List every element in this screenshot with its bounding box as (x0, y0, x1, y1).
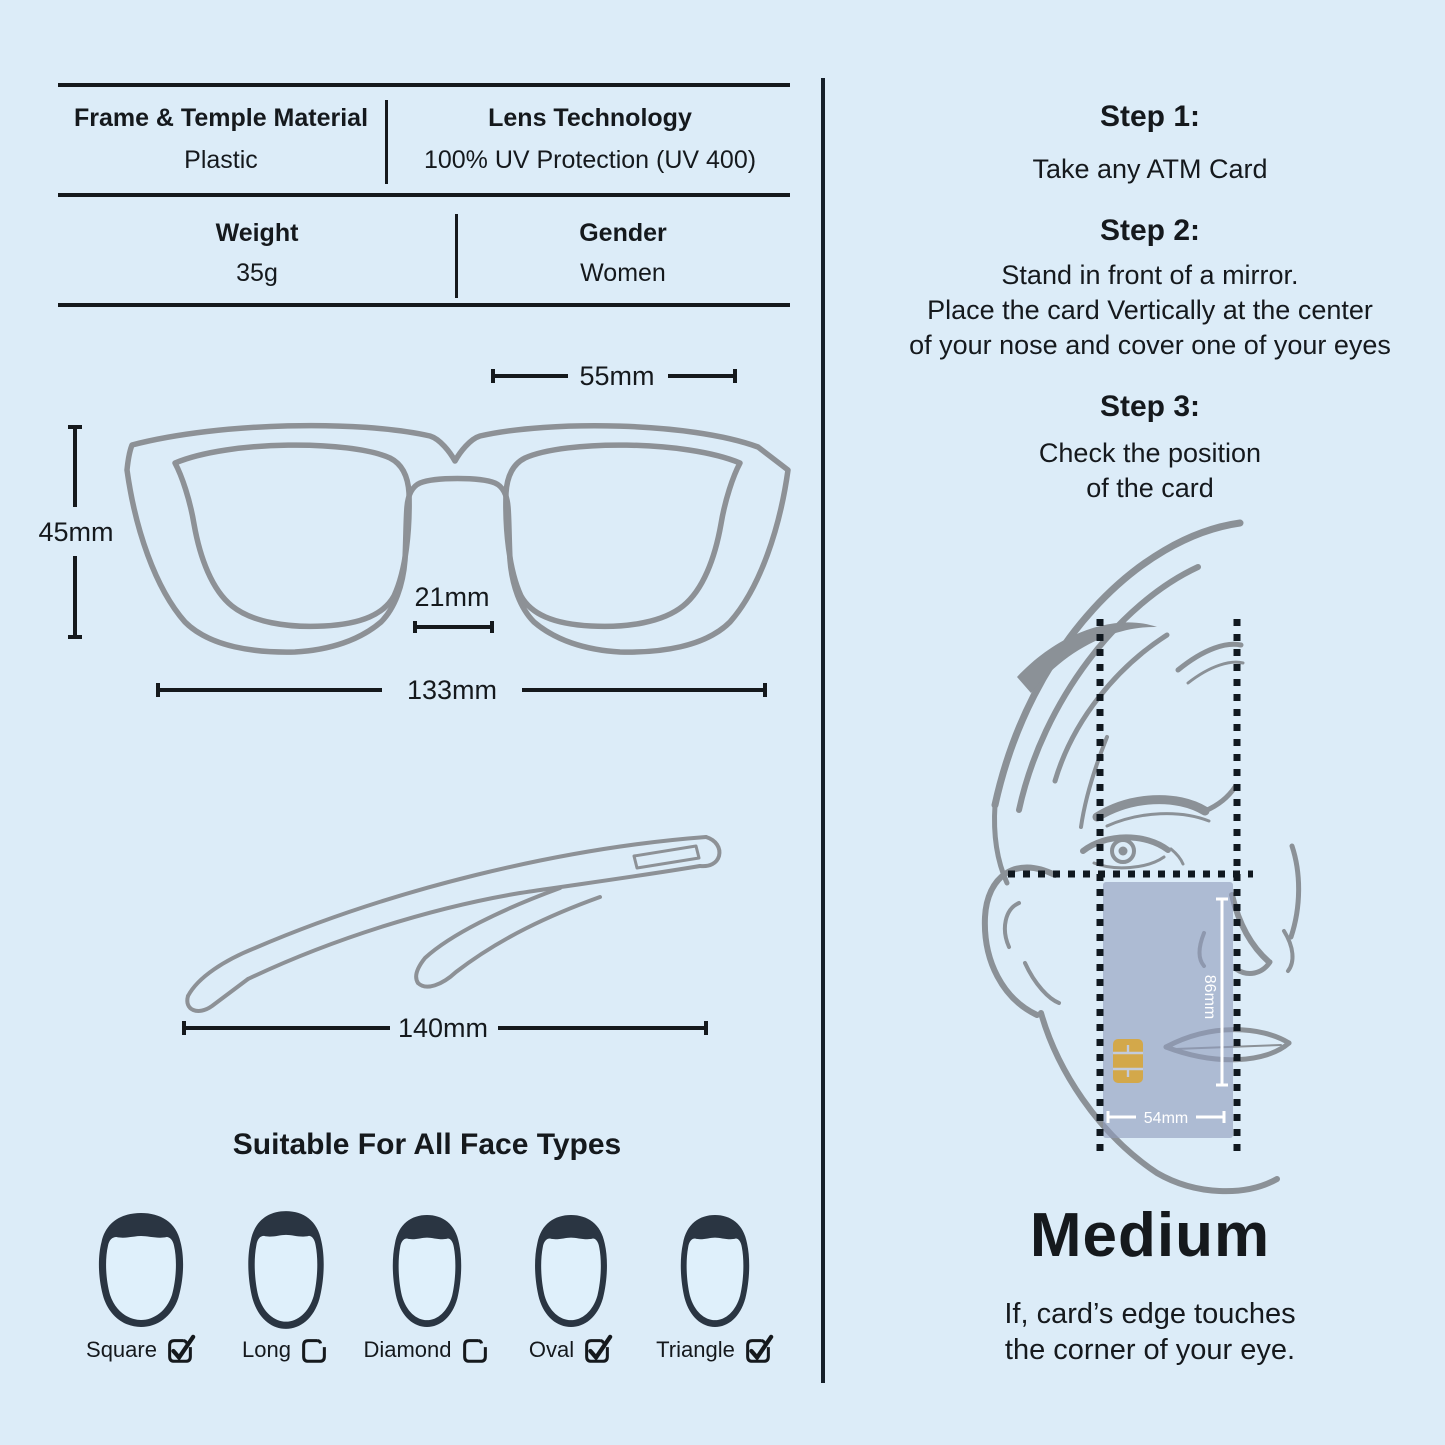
temple-hinge-plate (634, 846, 699, 868)
face-shape-long-icon (243, 1208, 329, 1332)
eyebrow-tail (1205, 787, 1235, 811)
step3-text-line1: Check the position (1038, 438, 1262, 468)
table-row1-divider (385, 100, 388, 184)
result-size: Medium (1029, 1201, 1271, 1270)
face-shape-oval-icon (530, 1212, 612, 1330)
result-text-line2: the corner of your eye. (1004, 1334, 1296, 1366)
long-checkbox-icon (298, 1333, 330, 1367)
step2-title: Step 2: (1099, 214, 1201, 247)
ear-inner-1 (1005, 903, 1019, 947)
frame-outline (127, 426, 788, 653)
bridge-width-dimension (415, 621, 492, 633)
bridge-width-label: 21mm (414, 582, 490, 612)
card-height-label: 86mm (1201, 974, 1218, 1020)
face-type-square-label: Square (86, 1337, 157, 1362)
spec-frame-material-value: Plastic (184, 146, 258, 174)
spec-lens-technology-value: 100% UV Protection (UV 400) (423, 146, 757, 174)
table-top-rule (58, 83, 790, 87)
face-shape-square-icon (93, 1210, 189, 1330)
face-shape-triangle-icon (676, 1212, 754, 1330)
temple-end-face (700, 837, 719, 866)
eye-corner (1171, 849, 1183, 864)
spec-weight-value: 35g (236, 259, 278, 287)
right-cheek-line (1291, 846, 1299, 937)
pupil (1119, 847, 1128, 856)
column-divider (821, 78, 825, 1383)
face-type-diamond (357, 1332, 497, 1368)
glasses-front-diagram (20, 360, 810, 710)
eyebrow-thin (1107, 814, 1209, 826)
spec-gender-value: Women (580, 259, 666, 287)
forehead-brow-upper (1178, 644, 1241, 670)
spec-lens-technology-label: Lens Technology (488, 104, 692, 132)
step3-text-line2: of the card (1086, 473, 1214, 503)
face-type-long-label: Long (242, 1337, 291, 1362)
nostril-base (1236, 962, 1270, 973)
card-chip-icon (1113, 1039, 1143, 1083)
ear-inner-2 (1025, 963, 1059, 1003)
spec-frame-material-label: Frame & Temple Material (73, 104, 369, 132)
face-type-triangle (645, 1332, 785, 1368)
step1-text: Take any ATM Card (1032, 154, 1268, 184)
face-type-diamond-label: Diamond (363, 1337, 452, 1362)
face-type-oval-label: Oval (528, 1337, 575, 1362)
step2-text-line3: of your nose and cover one of your eyes (909, 330, 1391, 360)
face-shape-diamond-icon (388, 1212, 466, 1330)
triangle-checkbox-icon (742, 1333, 774, 1367)
face-types-title: Suitable For All Face Types (232, 1128, 622, 1161)
frame-width-label: 133mm (406, 675, 498, 705)
right-lens-outline (506, 445, 740, 626)
step1-title: Step 1: (1099, 100, 1201, 133)
face-type-triangle-label: Triangle (656, 1337, 735, 1362)
oval-checkbox-icon (581, 1333, 613, 1367)
square-checkbox-icon (164, 1333, 196, 1367)
face-type-long (216, 1332, 356, 1368)
face-card-measure-diagram (955, 505, 1385, 1210)
temple-length-label: 140mm (397, 1013, 489, 1043)
card-width-label: 54mm (1143, 1110, 1189, 1127)
table-mid-rule (58, 193, 790, 197)
step2-text-line1: Stand in front of a mirror. (1001, 260, 1299, 290)
result-text-line1: If, card’s edge touches (1004, 1298, 1296, 1330)
hair-strand-3 (1055, 635, 1167, 781)
spec-weight-label: Weight (215, 219, 299, 247)
face-type-square (71, 1332, 211, 1368)
temple-fork-upper (416, 888, 560, 983)
spec-gender-label: Gender (579, 219, 667, 247)
lens-height-label: 45mm (38, 517, 114, 547)
temple-arm-diagram (150, 820, 750, 1050)
step3-title: Step 3: (1099, 390, 1201, 423)
face-type-oval (501, 1332, 641, 1368)
left-lens-outline (175, 445, 409, 626)
table-bottom-rule (58, 303, 790, 307)
step2-text-line2: Place the card Vertically at the center (927, 295, 1373, 325)
lens-width-label: 55mm (579, 361, 655, 391)
diamond-checkbox-icon (459, 1333, 491, 1367)
